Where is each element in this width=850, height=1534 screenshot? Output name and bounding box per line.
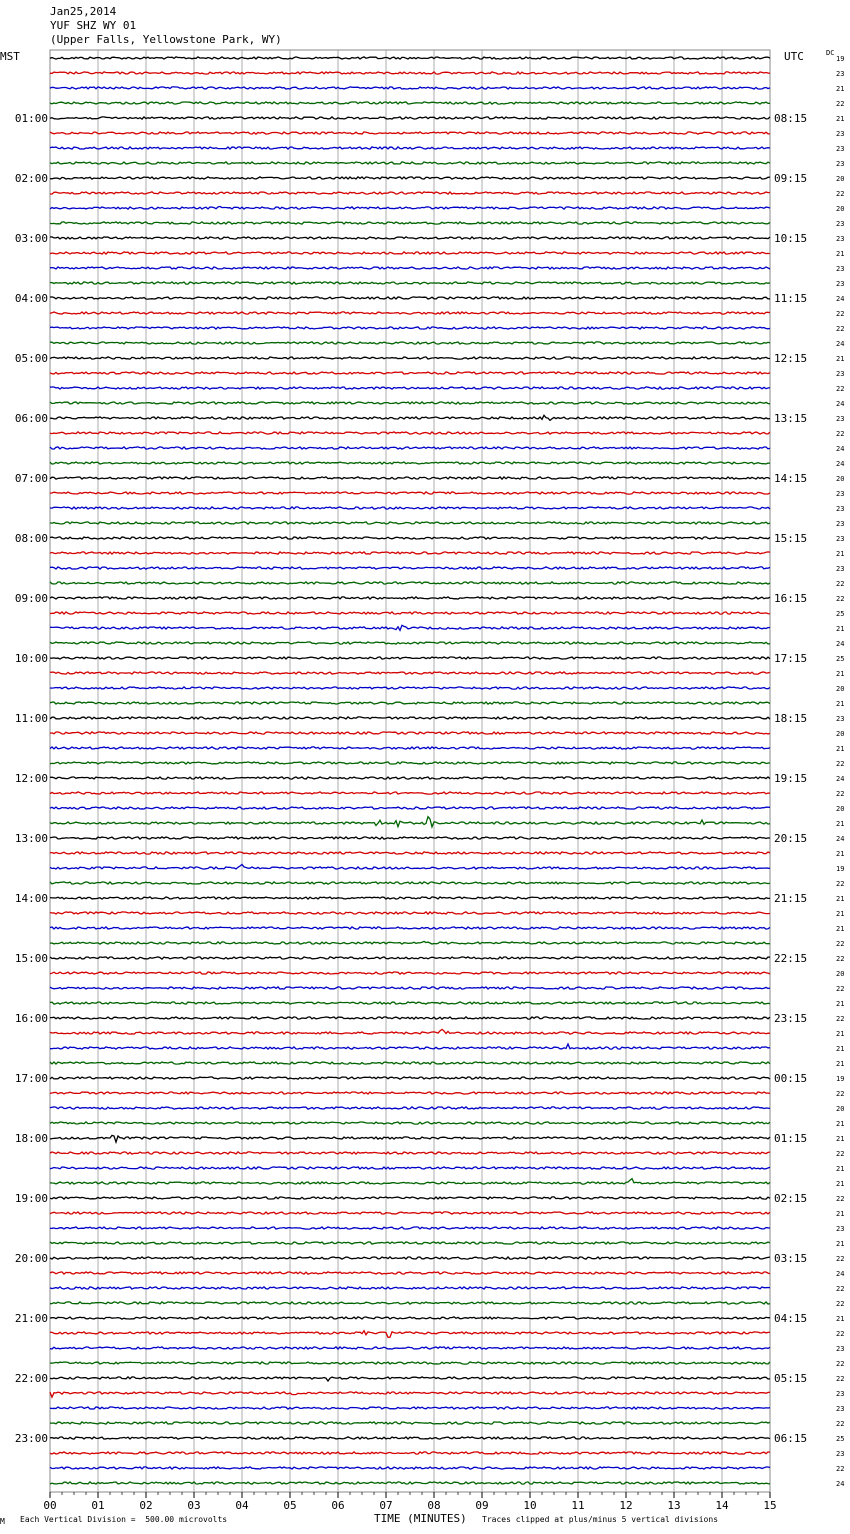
- dc-offset-label: 23: [836, 1390, 845, 1398]
- trace-row: [50, 1422, 770, 1424]
- trace-row: [50, 1392, 770, 1397]
- left-hour-label: 21:00: [14, 1312, 48, 1325]
- left-hour-label: 22:00: [14, 1372, 48, 1385]
- dc-offset-label: 22: [836, 1015, 845, 1023]
- left-hour-label: 04:00: [14, 292, 48, 305]
- dc-offset-label: 21: [836, 115, 845, 123]
- trace-row: [50, 807, 770, 809]
- dc-offset-label: 23: [836, 505, 845, 513]
- dc-offset-label: 22: [836, 1090, 845, 1098]
- left-hour-label: 13:00: [14, 832, 48, 845]
- trace-row: [50, 1317, 770, 1319]
- dc-offset-label: 21: [836, 1315, 845, 1323]
- dc-offset-label: 20: [836, 205, 845, 213]
- left-hour-label: 19:00: [14, 1192, 48, 1205]
- location-label: (Upper Falls, Yellowstone Park, WY): [50, 33, 282, 46]
- dc-offset-label: 23: [836, 235, 845, 243]
- trace-row: [50, 642, 770, 644]
- left-hour-label: 10:00: [14, 652, 48, 665]
- trace-row: [50, 1002, 770, 1004]
- trace-row: [50, 897, 770, 899]
- trace-row: [50, 1407, 770, 1409]
- x-tick-label: 02: [139, 1499, 153, 1512]
- left-hour-label: 18:00: [14, 1132, 48, 1145]
- trace-row: [50, 357, 770, 359]
- dc-offset-label: 24: [836, 295, 845, 303]
- dc-offset-label: 21: [836, 1135, 845, 1143]
- dc-offset-label: 23: [836, 130, 845, 138]
- trace-row: [50, 342, 770, 344]
- dc-offset-label: 23: [836, 1225, 845, 1233]
- trace-row: [50, 206, 770, 209]
- trace-row: [50, 1212, 770, 1214]
- x-tick-label: 13: [667, 1499, 681, 1512]
- trace-row: [50, 1017, 770, 1019]
- trace-row: [50, 327, 770, 329]
- dc-offset-label: 22: [836, 955, 845, 963]
- dc-offset-label: 22: [836, 1195, 845, 1203]
- trace-row: [50, 612, 770, 614]
- trace-row: [50, 117, 770, 119]
- trace-row: [50, 792, 770, 794]
- right-hour-label: 09:15: [774, 172, 808, 185]
- dc-offset-label: 22: [836, 100, 845, 108]
- trace-row: [50, 282, 770, 284]
- right-hour-label: 06:15: [774, 1432, 808, 1445]
- trace-row: [50, 762, 770, 764]
- x-tick-label: 03: [187, 1499, 201, 1512]
- dc-offset-label: 23: [836, 220, 845, 228]
- trace-row: [50, 177, 770, 179]
- trace-row: [50, 1092, 770, 1094]
- left-hour-label: 03:00: [14, 232, 48, 245]
- dc-offset-label: 20: [836, 970, 845, 978]
- right-hour-label: 16:15: [774, 592, 808, 605]
- trace-row: [50, 597, 770, 599]
- trace-row: [50, 972, 770, 974]
- dc-offset-label: 22: [836, 385, 845, 393]
- trace-row: [50, 657, 770, 659]
- trace-row: [50, 252, 770, 254]
- dc-offset-label: 22: [836, 790, 845, 798]
- trace-row: [50, 1122, 770, 1124]
- left-hour-label: 05:00: [14, 352, 48, 365]
- right-hour-label: 21:15: [774, 892, 808, 905]
- trace-row: [50, 1152, 770, 1154]
- dc-offset-label: 23: [836, 1345, 845, 1353]
- dc-offset-label: 21: [836, 700, 845, 708]
- dc-offset-label: 21: [836, 895, 845, 903]
- dc-offset-label: 19: [836, 865, 845, 873]
- dc-offset-label: 24: [836, 400, 845, 408]
- trace-row: [50, 747, 770, 749]
- dc-offset-label: 21: [836, 355, 845, 363]
- trace-row: [50, 717, 770, 719]
- trace-row: [50, 522, 770, 524]
- right-hour-label: 11:15: [774, 292, 808, 305]
- x-axis-title: TIME (MINUTES): [374, 1512, 467, 1525]
- trace-row: [50, 687, 770, 689]
- dc-offset-label: 21: [836, 1240, 845, 1248]
- left-hour-label: 07:00: [14, 472, 48, 485]
- dc-offset-label: 21: [836, 1060, 845, 1068]
- dc-offset-label: 22: [836, 595, 845, 603]
- dc-offset-label: 22: [836, 880, 845, 888]
- trace-row: [50, 1227, 770, 1229]
- dc-offset-label: 21: [836, 1000, 845, 1008]
- trace-row: [50, 672, 770, 674]
- dc-offset-label: 20: [836, 805, 845, 813]
- left-hour-label: 06:00: [14, 412, 48, 425]
- left-hour-label: 14:00: [14, 892, 48, 905]
- trace-row: [50, 1302, 770, 1304]
- trace-row: [50, 1197, 770, 1199]
- x-tick-label: 07: [379, 1499, 393, 1512]
- dc-offset-label: 24: [836, 460, 845, 468]
- dc-offset-label: 23: [836, 160, 845, 168]
- trace-row: [50, 87, 770, 89]
- trace-row: [50, 1331, 770, 1338]
- trace-row: [50, 1272, 770, 1274]
- dc-offset-label: 21: [836, 550, 845, 558]
- x-tick-label: 05: [283, 1499, 297, 1512]
- trace-row: [50, 537, 770, 539]
- trace-row: [50, 507, 770, 509]
- x-tick-label: 10: [523, 1499, 537, 1512]
- left-hour-label: 17:00: [14, 1072, 48, 1085]
- trace-row: [50, 192, 770, 194]
- left-hour-label: 12:00: [14, 772, 48, 785]
- dc-offset-label: 23: [836, 145, 845, 153]
- right-hour-label: 12:15: [774, 352, 808, 365]
- x-tick-label: 04: [235, 1499, 249, 1512]
- dc-offset-label: 21: [836, 1045, 845, 1053]
- dc-offset-label: 23: [836, 565, 845, 573]
- dc-offset-label: 22: [836, 1150, 845, 1158]
- dc-offset-label: 23: [836, 70, 845, 78]
- dc-offset-label: 21: [836, 670, 845, 678]
- trace-row: [50, 582, 770, 584]
- trace-row: [50, 1167, 770, 1169]
- dc-offset-label: 22: [836, 325, 845, 333]
- dc-offset-label: 24: [836, 445, 845, 453]
- x-tick-label: 12: [619, 1499, 633, 1512]
- right-hour-label: 01:15: [774, 1132, 808, 1145]
- left-timezone-label: MST: [0, 50, 20, 63]
- trace-row: [50, 817, 770, 827]
- trace-row: [50, 912, 770, 914]
- trace-row: [50, 147, 770, 149]
- dc-offset-label: 22: [836, 1375, 845, 1383]
- left-hour-label: 23:00: [14, 1432, 48, 1445]
- trace-row: [50, 1467, 770, 1469]
- left-hour-label: 16:00: [14, 1012, 48, 1025]
- dc-offset-label: 19: [836, 55, 845, 63]
- left-hour-label: 01:00: [14, 112, 48, 125]
- trace-row: [50, 1362, 770, 1364]
- dc-offset-label: 24: [836, 340, 845, 348]
- dc-offset-label: 21: [836, 85, 845, 93]
- right-hour-label: 14:15: [774, 472, 808, 485]
- trace-row: [50, 987, 770, 989]
- dc-offset-label: 20: [836, 475, 845, 483]
- right-timezone-label: UTC: [784, 50, 804, 63]
- x-tick-label: 00: [43, 1499, 57, 1512]
- dc-offset-label: 22: [836, 1255, 845, 1263]
- trace-row: [50, 237, 770, 239]
- scale-note: Each Vertical Division = 500.00 microvolts: [20, 1515, 228, 1524]
- dc-offset-label: 20: [836, 175, 845, 183]
- dc-offset-label: 21: [836, 1030, 845, 1038]
- x-tick-label: 08: [427, 1499, 441, 1512]
- x-tick-label: 11: [571, 1499, 585, 1512]
- dc-offset-label: 22: [836, 310, 845, 318]
- trace-row: [50, 402, 770, 404]
- trace-row: [50, 957, 770, 959]
- trace-row: [50, 312, 770, 314]
- dc-offset-label: 24: [836, 1270, 845, 1278]
- dc-offset-label: 21: [836, 850, 845, 858]
- trace-row: [50, 1257, 770, 1259]
- corner-mark: M: [0, 1517, 5, 1526]
- right-hour-label: 19:15: [774, 772, 808, 785]
- trace-row: [50, 462, 770, 464]
- trace-row: [50, 162, 770, 164]
- trace-row: [50, 1179, 770, 1185]
- dc-offset-label: 23: [836, 265, 845, 273]
- dc-offset-label: 23: [836, 1405, 845, 1413]
- trace-row: [50, 732, 770, 734]
- right-hour-label: 03:15: [774, 1252, 808, 1265]
- right-hour-label: 13:15: [774, 412, 808, 425]
- x-tick-label: 14: [715, 1499, 729, 1512]
- dc-offset-label: 20: [836, 685, 845, 693]
- dc-offset-label: 22: [836, 1360, 845, 1368]
- trace-row: [50, 567, 770, 569]
- trace-row: [50, 1062, 770, 1064]
- right-hour-label: 00:15: [774, 1072, 808, 1085]
- right-hour-label: 17:15: [774, 652, 808, 665]
- trace-row: [50, 102, 770, 104]
- dc-offset-label: 21: [836, 820, 845, 828]
- dc-offset-label: 22: [836, 1300, 845, 1308]
- trace-row: [50, 415, 770, 420]
- dc-offset-label: 23: [836, 370, 845, 378]
- trace-row: [50, 432, 770, 434]
- dc-offset-label: 19: [836, 1075, 845, 1083]
- x-tick-label: 09: [475, 1499, 489, 1512]
- trace-row: [50, 222, 770, 224]
- dc-offset-label: 21: [836, 1165, 845, 1173]
- trace-row: [50, 132, 770, 134]
- trace-row: [50, 1377, 770, 1381]
- dc-offset-label: 25: [836, 655, 845, 663]
- dc-offset-label: 21: [836, 1210, 845, 1218]
- dc-offset-label: 23: [836, 1450, 845, 1458]
- left-hour-label: 15:00: [14, 952, 48, 965]
- trace-row: [50, 1437, 770, 1439]
- left-hour-label: 20:00: [14, 1252, 48, 1265]
- dc-offset-label: 22: [836, 190, 845, 198]
- trace-row: [50, 882, 770, 884]
- dc-offset-label: 24: [836, 1480, 845, 1488]
- trace-row: [50, 1044, 770, 1049]
- dc-offset-label: 23: [836, 415, 845, 423]
- trace-row: [50, 477, 770, 479]
- right-hour-label: 08:15: [774, 112, 808, 125]
- dc-offset-label: 22: [836, 985, 845, 993]
- dc-offset-label: 21: [836, 910, 845, 918]
- trace-row: [50, 267, 770, 269]
- right-hour-label: 10:15: [774, 232, 808, 245]
- dc-offset-label: 21: [836, 250, 845, 258]
- dc-offset-label: 22: [836, 1330, 845, 1338]
- dc-offset-label: 21: [836, 1120, 845, 1128]
- right-hour-label: 15:15: [774, 532, 808, 545]
- trace-row: [50, 1107, 770, 1109]
- x-tick-label: 15: [763, 1499, 777, 1512]
- trace-row: [50, 837, 770, 839]
- trace-row: [50, 297, 770, 299]
- dc-offset-label: 22: [836, 580, 845, 588]
- right-hour-label: 20:15: [774, 832, 808, 845]
- dc-offset-label: 24: [836, 775, 845, 783]
- station-label: YUF SHZ WY 01: [50, 19, 137, 32]
- left-hour-label: 09:00: [14, 592, 48, 605]
- dc-offset-label: 21: [836, 745, 845, 753]
- right-hour-label: 02:15: [774, 1192, 808, 1205]
- right-hour-label: 22:15: [774, 952, 808, 965]
- trace-row: [50, 1452, 770, 1454]
- dc-offset-label: 23: [836, 715, 845, 723]
- dc-offset-label: 20: [836, 730, 845, 738]
- dc-offset-label: 21: [836, 925, 845, 933]
- x-tick-label: 01: [91, 1499, 105, 1512]
- dc-offset-label: 22: [836, 1285, 845, 1293]
- dc-offset-label: 23: [836, 520, 845, 528]
- x-tick-label: 06: [331, 1499, 345, 1512]
- dc-label: DC: [826, 49, 835, 57]
- dc-offset-label: 24: [836, 640, 845, 648]
- trace-row: [50, 1482, 770, 1484]
- dc-offset-label: 22: [836, 1465, 845, 1473]
- trace-row: [50, 941, 770, 944]
- dc-offset-label: 22: [836, 430, 845, 438]
- dc-offset-label: 22: [836, 940, 845, 948]
- left-hour-label: 11:00: [14, 712, 48, 725]
- trace-row: [50, 1077, 770, 1079]
- trace-row: [50, 372, 770, 374]
- trace-row: [50, 1347, 770, 1349]
- dc-offset-label: 25: [836, 1435, 845, 1443]
- trace-row: [50, 447, 770, 449]
- dc-offset-label: 23: [836, 490, 845, 498]
- trace-row: [50, 777, 770, 779]
- plot-frame: [50, 50, 770, 1492]
- trace-row: [50, 1287, 770, 1289]
- left-hour-label: 02:00: [14, 172, 48, 185]
- dc-offset-label: 21: [836, 625, 845, 633]
- dc-offset-label: 24: [836, 835, 845, 843]
- trace-row: [50, 72, 770, 74]
- dc-offset-label: 22: [836, 760, 845, 768]
- right-hour-label: 23:15: [774, 1012, 808, 1025]
- trace-row: [50, 852, 770, 854]
- trace-row: [50, 864, 770, 869]
- left-hour-label: 08:00: [14, 532, 48, 545]
- clip-note: Traces clipped at plus/minus 5 vertical divisions: [482, 1515, 719, 1524]
- dc-offset-label: 20: [836, 1105, 845, 1113]
- date-label: Jan25,2014: [50, 5, 117, 18]
- dc-offset-label: 23: [836, 535, 845, 543]
- right-hour-label: 04:15: [774, 1312, 808, 1325]
- trace-row: [50, 387, 770, 389]
- dc-offset-label: 23: [836, 280, 845, 288]
- dc-offset-label: 22: [836, 1420, 845, 1428]
- trace-row: [50, 702, 770, 704]
- trace-row: [50, 552, 770, 554]
- dc-offset-label: 21: [836, 1180, 845, 1188]
- trace-row: [50, 492, 770, 494]
- trace-row: [50, 1242, 770, 1244]
- trace-row: [50, 1029, 770, 1034]
- trace-row: [50, 927, 770, 929]
- dc-offset-label: 25: [836, 610, 845, 618]
- trace-row: [50, 57, 770, 59]
- right-hour-label: 18:15: [774, 712, 808, 725]
- right-hour-label: 05:15: [774, 1372, 808, 1385]
- trace-row: [50, 625, 770, 630]
- trace-row: [50, 1135, 770, 1142]
